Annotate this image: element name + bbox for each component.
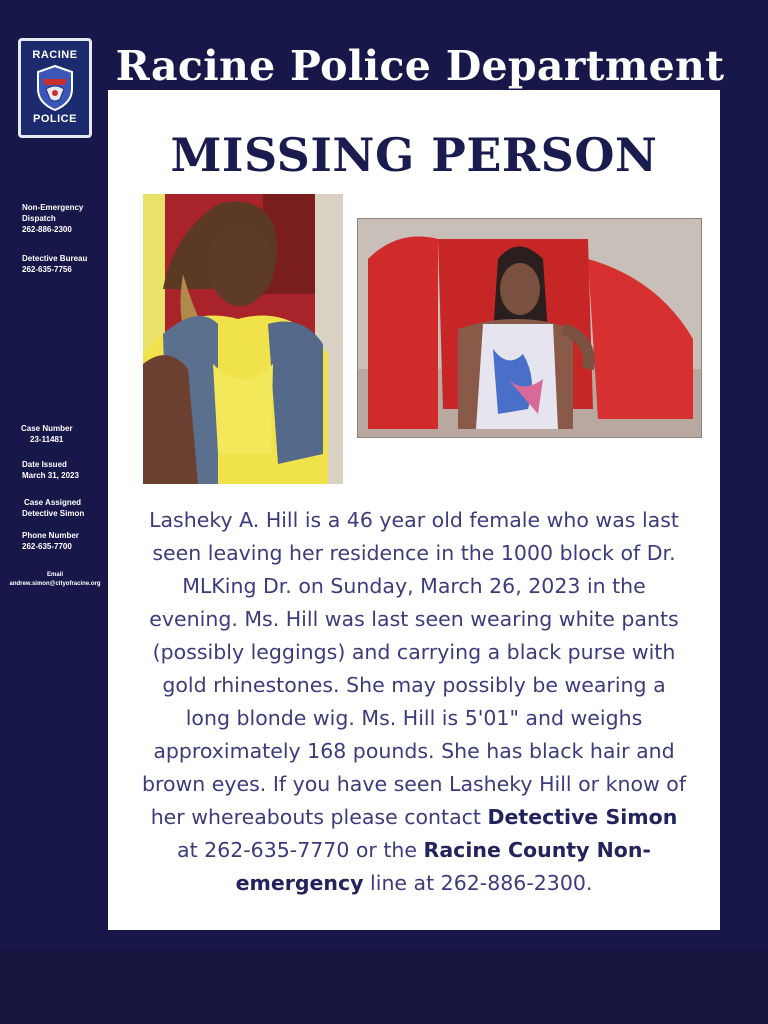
date-issued-label: Date Issued [22,460,67,469]
detective-bureau-contact [22,253,87,275]
phone-number-value: 262-635-7700 [22,542,72,551]
description-part-2: at 262-635-7770 or the [177,838,424,862]
non-emergency-line-name: Racine County Non-emergency [235,838,651,895]
missing-person-photo-1 [143,194,343,484]
dispatch-label: Dispatch [22,214,56,223]
email-label: Email [46,572,63,578]
non-emergency-contact [22,202,83,235]
poster-sheet [108,90,720,930]
non-emergency-phone: 262-886-2300 [22,225,72,234]
bottom-band [0,950,768,1024]
phone-number-block [22,530,79,552]
description-part-3: line at 262-886-2300. [363,871,593,895]
email-block [4,571,106,589]
missing-person-photo-2 [357,218,702,438]
description-part-1: Lasheky A. Hill is a 46 year old female who was last seen leaving her residence in the 1000 block of Dr. MLKing Dr. on Sunday, March 26, 2023 in the evening. Ms. Hill was last seen wearing white pants (possibly leggings) and carrying a black purse with gold rhinestones. She may possibly be wearing a long blonde wig. Ms. Hill is 5'01" and weighs approximately 168 pounds. She has black hair and brown eyes. If you have seen Lasheky Hill or know of her whereabouts please contact [141,508,687,829]
case-number-block [21,423,73,445]
missing-person-headline: MISSING PERSON [170,128,658,182]
case-number-value: 23-11481 [30,435,64,444]
date-issued-block [22,459,79,481]
phone-number-label: Phone Number [22,531,79,540]
case-assigned-block [24,497,84,519]
detective-contact-name: Detective Simon [487,805,678,829]
badge-top-text: RACINE [32,49,78,61]
detective-bureau-label: Detective Bureau [22,254,88,263]
case-number-label: Case Number [21,424,73,433]
department-title: Racine Police Department [115,42,725,90]
police-badge-icon [34,65,76,111]
email-link[interactable]: andrew.simon@cityofracine.org [9,581,101,587]
non-emergency-label: Non-Emergency [22,203,84,212]
police-badge [18,38,92,138]
date-issued-value: March 31, 2023 [22,471,79,480]
missing-person-description [138,504,690,900]
badge-bottom-text: POLICE [33,113,77,125]
detective-bureau-phone: 262-635-7756 [22,265,72,274]
case-assigned-value: Detective Simon [22,509,85,518]
case-assigned-label: Case Assigned [24,498,82,507]
